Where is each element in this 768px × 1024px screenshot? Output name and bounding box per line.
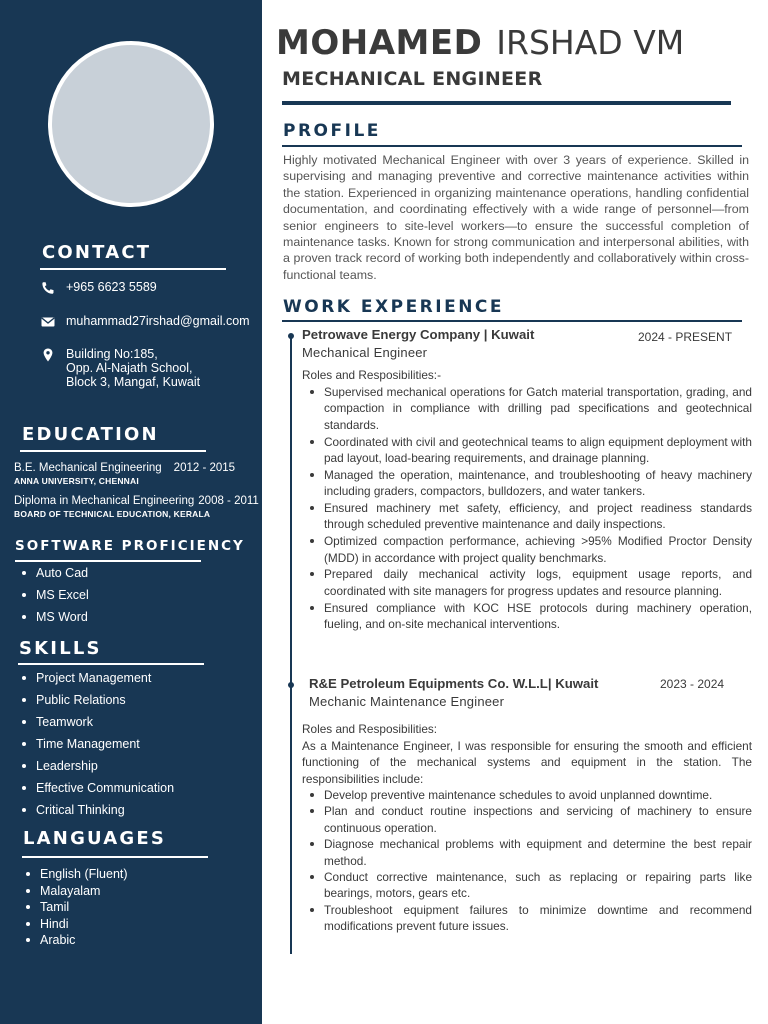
job-dates: 2024 - PRESENT [638,330,733,344]
profile-divider [282,145,742,147]
timeline-line [290,338,292,954]
contact-email [40,314,250,329]
address-line: Building No:185, [66,347,158,361]
experience-heading: WORK EXPERIENCE [283,297,505,317]
education-item [14,462,260,486]
duty-item: Supervised mechanical operations for Gatch material transportation, grading, and compaction in compliance with drilling pad specifications and geotechnical standards. [302,384,752,433]
timeline-dot [288,682,294,688]
list-item: MS Word [20,606,89,628]
contact-divider [40,268,226,270]
list-item: Project Management [20,667,174,689]
title-divider [282,101,731,105]
job-intro: As a Maintenance Engineer, I was responsible for ensuring the smooth and efficient functioning of the mechanical systems and equipment in the station. The responsibilities include: [302,739,752,786]
list-item: Critical Thinking [20,799,174,821]
roles-label: Roles and Resposibilities: [302,722,438,736]
duty-item: Optimized compaction performance, achieving >95% Modified Proctor Density (MDD) in accordance with project quality benchmarks. [302,533,752,566]
list-item: Auto Cad [20,562,89,584]
education-institution: ANNA UNIVERSITY, CHENNAI [14,476,139,486]
contact-address [40,347,200,389]
duty-item: Managed the operation, maintenance, and troubleshooting of heavy machinery including graders, compactors, bulldozers, and water tankers. [302,467,752,500]
education-years: 2008 - 2011 [198,495,259,507]
list-item: Leadership [20,755,174,777]
phone-number[interactable]: +965 6623 5589 [66,280,157,294]
duty-item: Troubleshoot equipment failures to minimize downtime and recommend modifications prevent future issues. [302,902,752,935]
software-heading: SOFTWARE PROFICIENCY [15,538,245,554]
job-role: Mechanic Maintenance Engineer [309,694,505,709]
job-dates: 2023 - 2024 [660,677,725,691]
email-address[interactable]: muhammad27irshad@gmail.com [66,314,250,328]
duty-item: Ensured machinery met safety, efficiency, and project readiness standards through scheduled preventive maintenance and daily inspections. [302,500,752,533]
list-item: Tamil [24,899,128,916]
languages-divider [22,856,208,858]
job-role: Mechanical Engineer [302,345,428,360]
list-item: Effective Communication [20,777,174,799]
list-item: Time Management [20,733,174,755]
duty-item: Diagnose mechanical problems with equipment and determine the best repair method. [302,836,752,869]
phone-icon [40,281,56,295]
job-title: MECHANICAL ENGINEER [282,68,543,90]
list-item: Public Relations [20,689,174,711]
duty-item: Coordinated with civil and geotechnical teams to align equipment deployment with pad layout, load-bearing requirements, and drainage planning. [302,434,752,467]
contact-heading: CONTACT [42,242,152,263]
address [66,347,200,389]
education-degree: Diploma in Mechanical Engineering [14,495,195,507]
duty-item: Conduct corrective maintenance, such as replacing or repairing parts like bearings, motors, gears etc. [302,869,752,902]
job-company: Petrowave Energy Company | Kuwait [302,327,535,342]
main-content [262,0,768,1024]
roles-label: Roles and Resposibilities:- [302,368,442,382]
skills-divider [18,663,204,665]
contact-phone [40,280,157,295]
first-name: MOHAMED [276,23,483,63]
list-item: Malayalam [24,883,128,900]
duty-item: Prepared daily mechanical activity logs, equipment usage reports, and coordinated with site managers for progress updates and resource planning. [302,566,752,599]
profile-heading: PROFILE [283,121,381,141]
profile-summary: Highly motivated Mechanical Engineer with over 3 years of experience. Skilled in supervising and managing preventive and corrective maintenance activities within the station. Experienced in organizing maintenance operations, handling confidential documentation, and coordinating effectively with a wide range of personnel—from senior engineers to site-level workers—to ensure the successful completion of maintenance tasks. Known for strong communication and interpersonal abilities, with a proven track record of working both independently and collaboratively within cross-functional teams. [283,153,749,282]
education-institution: BOARD OF TECHNICAL EDUCATION, KERALA [14,509,211,519]
skills-list [20,667,174,821]
education-item [14,495,260,519]
experience-divider [282,320,742,322]
location-pin-icon [40,348,56,362]
sidebar [0,0,262,1024]
list-item: English (Fluent) [24,866,128,883]
last-name: IRSHAD VM [496,23,685,62]
list-item: MS Excel [20,584,89,606]
profile-photo-placeholder [48,41,214,207]
education-years: 2012 - 2015 [173,462,236,474]
address-line: Opp. Al-Najath School, [66,361,193,375]
duties-list [302,384,752,633]
envelope-icon [40,315,56,329]
address-line: Block 3, Mangaf, Kuwait [66,375,201,389]
duty-item: Develop preventive maintenance schedules to avoid unplanned downtime. [302,787,752,803]
duty-item: Ensured compliance with KOC HSE protocols during machinery operation, fueling, and on-site mechanical interventions. [302,600,752,633]
candidate-name [276,22,684,64]
duty-item: Plan and conduct routine inspections and servicing of machinery to ensure continuous operation. [302,803,752,836]
job-company: R&E Petroleum Equipments Co. W.L.L| Kuwait [309,676,599,691]
languages-heading: LANGUAGES [23,828,167,849]
list-item: Hindi [24,916,128,933]
education-degree-line [14,462,260,474]
skills-heading: SKILLS [19,638,102,659]
list-item: Arabic [24,932,128,949]
duties-list [302,787,752,935]
education-degree-line [14,495,260,507]
software-list [20,562,89,628]
education-divider [20,450,206,452]
education-heading: EDUCATION [22,424,159,445]
education-degree: B.E. Mechanical Engineering [14,462,162,474]
languages-list [24,866,128,949]
list-item: Teamwork [20,711,174,733]
timeline-dot [288,333,294,339]
